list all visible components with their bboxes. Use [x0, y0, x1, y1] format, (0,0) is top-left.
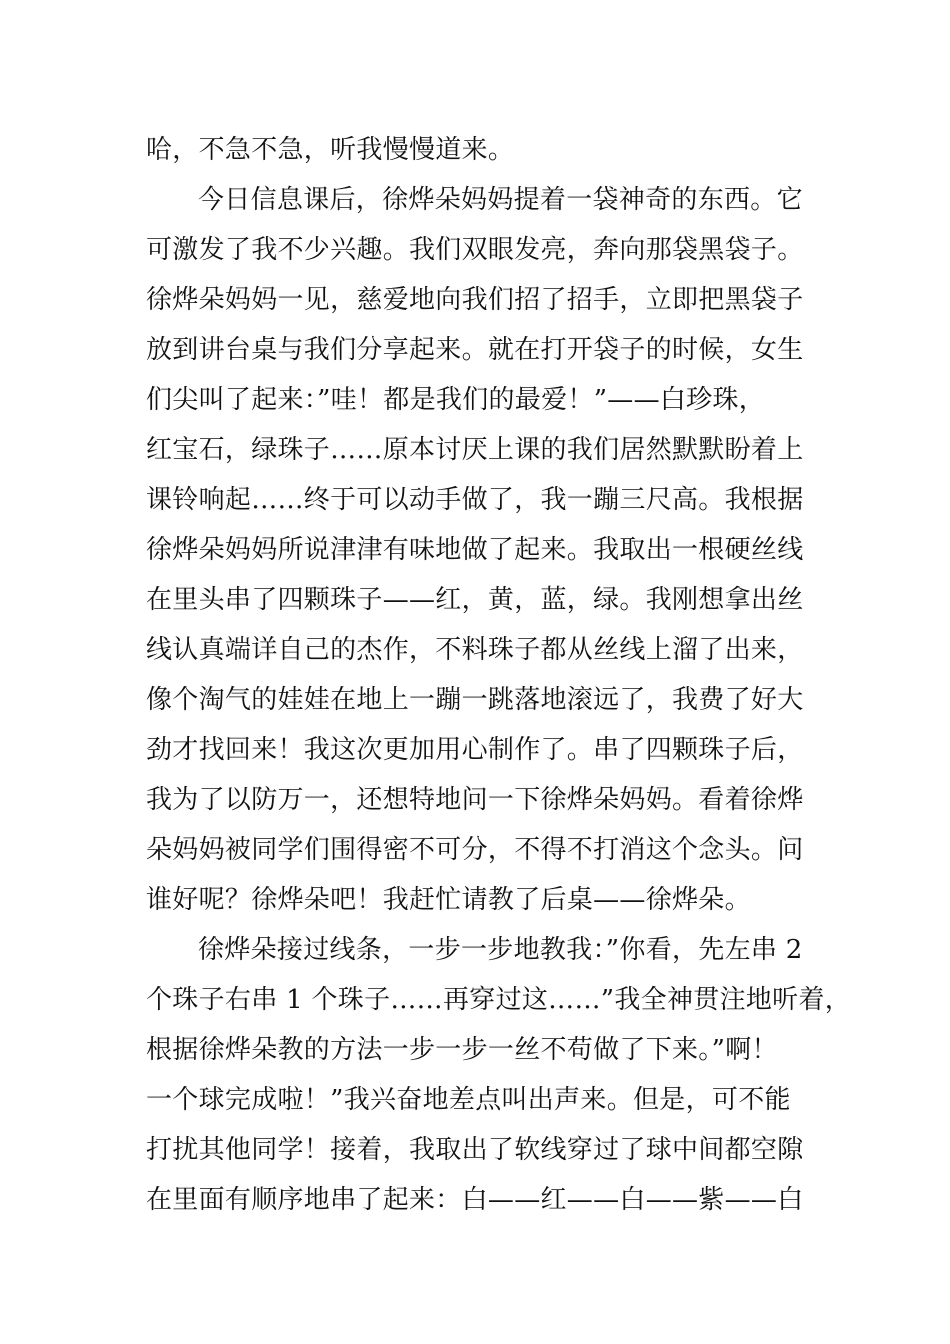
text-line-5: 放到讲台桌与我们分享起来。就在打开袋子的时候，女生 [146, 335, 804, 365]
text-line-12: 像个淘气的娃娃在地上一蹦一跳落地滚远了，我费了好大 [146, 685, 804, 715]
text-line-10: 在里头串了四颗珠子——红，黄，蓝，绿。我刚想拿出丝 [146, 585, 804, 615]
text-line-22: 在里面有顺序地串了起来：白——红——白——紫——白 [146, 1185, 804, 1215]
text-line-7: 红宝石，绿珠子……原本讨厌上课的我们居然默默盼着上 [146, 435, 804, 465]
text-line-14: 我为了以防万一，还想特地问一下徐烨朵妈妈。看着徐烨 [146, 785, 804, 815]
text-line-8: 课铃响起……终于可以动手做了，我一蹦三尺高。我根据 [146, 485, 804, 515]
text-line-1: 哈，不急不急，听我慢慢道来。 [146, 135, 515, 165]
paragraph-3-line-1: 徐烨朵接过线条，一步一步地教我：”你看，先左串 2 [198, 935, 803, 965]
text-line-13: 劲才找回来！我这次更加用心制作了。串了四颗珠子后， [146, 735, 804, 765]
text-line-21: 打扰其他同学！接着，我取出了软线穿过了球中间都空隙 [146, 1135, 804, 1165]
text-line-9: 徐烨朵妈妈所说津津有味地做了起来。我取出一根硬丝线 [146, 535, 804, 565]
paragraph-2-line-1: 今日信息课后，徐烨朵妈妈提着一袋神奇的东西。它 [198, 185, 803, 215]
text-line-20: 一个球完成啦！”我兴奋地差点叫出声来。但是，可不能 [146, 1085, 791, 1115]
text-line-16: 谁好呢？徐烨朵吧！我赶忙请教了后桌——徐烨朵。 [146, 885, 751, 915]
text-line-15: 朵妈妈被同学们围得密不可分，不得不打消这个念头。问 [146, 835, 804, 865]
text-line-6: 们尖叫了起来：”哇！都是我们的最爱！”——白珍珠， [146, 385, 766, 415]
text-line-3: 可激发了我不少兴趣。我们双眼发亮，奔向那袋黑袋子。 [146, 235, 804, 265]
text-line-18: 个珠子右串 1 个珠子……再穿过这……”我全神贯注地听着， [146, 985, 852, 1015]
text-line-11: 线认真端详自己的杰作，不料珠子都从丝线上溜了出来， [146, 635, 804, 665]
text-line-4: 徐烨朵妈妈一见，慈爱地向我们招了招手，立即把黑袋子 [146, 285, 804, 315]
text-line-19: 根据徐烨朵教的方法一步一步一丝不苟做了下来。”啊！ [146, 1035, 778, 1065]
